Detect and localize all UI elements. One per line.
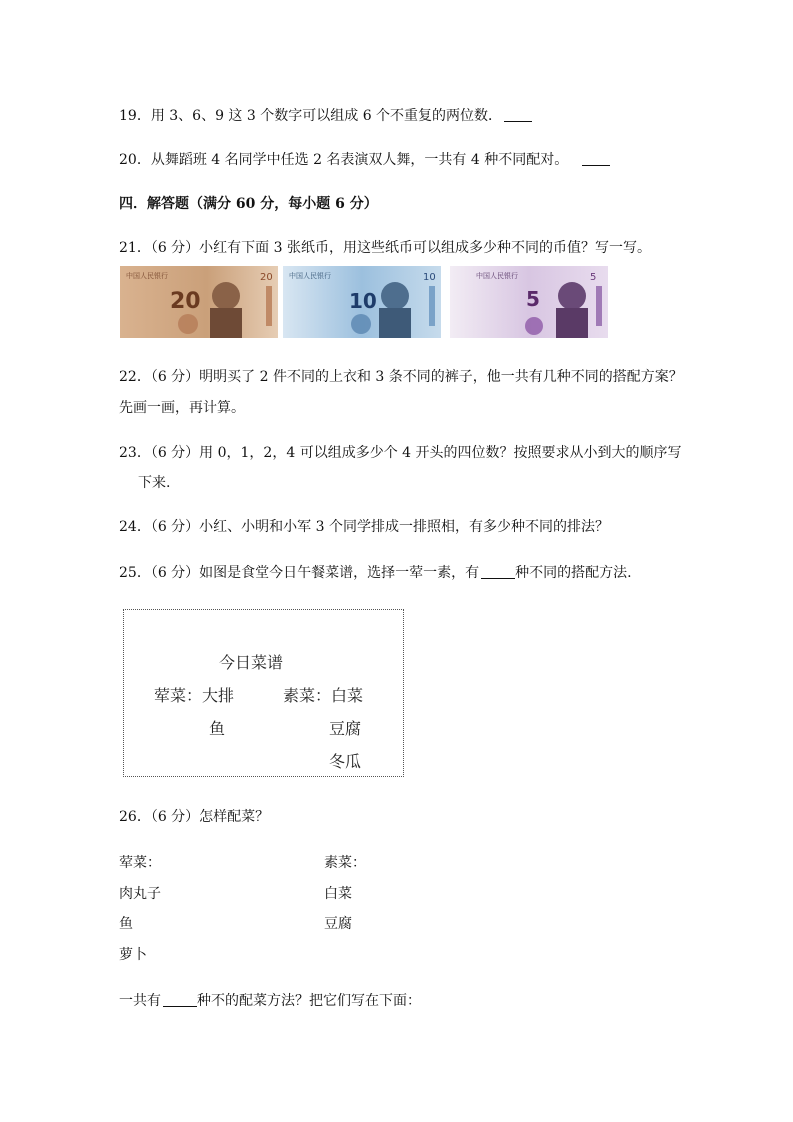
answer-blank[interactable] (481, 564, 515, 579)
question-23-line1: 23．（6 分）用 0，1，2，4 可以组成多少个 4 开头的四位数？按照要求从小到大的顺序写 (119, 445, 682, 461)
question-25-text-after: 种不同的搭配方法. (515, 565, 632, 581)
question-26-footer (119, 990, 421, 1010)
meat-header: 荤菜： (119, 855, 161, 871)
question-25 (119, 562, 632, 582)
question-25-text: 25．（6 分）如图是食堂今日午餐菜谱，选择一荤一素，有 (119, 565, 480, 581)
section-title: 四．解答题（满分 60 分，每小题 6 分） (119, 196, 378, 212)
banknote-20-image (120, 266, 278, 338)
answer-blank[interactable] (163, 992, 197, 1007)
veg-header: 素菜： (324, 855, 366, 871)
menu-meat-label: 荤菜：大排 (154, 686, 235, 705)
svg-text:20: 20 (170, 289, 201, 314)
question-24-text: 24．（6 分）小红、小明和小军 3 个同学排成一排照相，有多少种不同的排法？ (119, 519, 609, 535)
question-21-text: 21．（6 分）小红有下面 3 张纸币，用这些纸币可以组成多少种不同的币值？写一写。 (119, 240, 651, 256)
banknote-5-image (450, 266, 608, 338)
svg-text:中国人民银行: 中国人民银行 (126, 272, 168, 280)
veg-item: 白菜 (324, 886, 352, 902)
svg-text:中国人民银行: 中国人民银行 (289, 272, 331, 280)
question-22-line1: 22．（6 分）明明买了 2 件不同的上衣和 3 条不同的裤子，他一共有几种不同的搭配方案？ (119, 369, 683, 385)
footer-text: 一共有 (119, 993, 161, 1009)
question-22-line2: 先画一画，再计算。 (119, 400, 245, 416)
banknote-10-image (283, 266, 441, 338)
footer-text-after: 种不的配菜方法？把它们写在下面： (197, 993, 421, 1009)
question-20 (119, 149, 610, 169)
svg-text:10: 10 (423, 272, 436, 283)
menu-title: 今日菜谱 (219, 653, 284, 672)
svg-text:5: 5 (590, 272, 597, 283)
veg-item: 豆腐 (324, 916, 352, 932)
menu-veg-label: 素菜：白菜 (283, 686, 364, 705)
svg-text:中国人民银行: 中国人民银行 (476, 272, 518, 280)
question-19-text: 19．用 3、6、9 这 3 个数字可以组成 6 个不重复的两位数． (119, 108, 503, 124)
meat-item: 肉丸子 (119, 886, 161, 902)
question-19 (119, 105, 532, 125)
meat-item: 鱼 (119, 916, 133, 932)
svg-text:10: 10 (349, 289, 377, 313)
svg-text:20: 20 (260, 272, 273, 283)
question-26-text: 26．（6 分）怎样配菜？ (119, 809, 270, 825)
question-23-line2: 下来. (138, 475, 171, 491)
svg-text:5: 5 (526, 287, 540, 311)
menu-veg-item: 豆腐 (329, 719, 362, 738)
answer-blank[interactable] (504, 107, 532, 122)
question-20-text: 20．从舞蹈班 4 名同学中任选 2 名表演双人舞，一共有 4 种不同配对。 (119, 152, 569, 168)
menu-veg-item: 冬瓜 (329, 752, 362, 771)
menu-meat-item: 鱼 (209, 719, 226, 738)
meat-item: 萝卜 (119, 947, 147, 963)
menu-box (123, 609, 404, 777)
answer-blank[interactable] (582, 151, 610, 166)
